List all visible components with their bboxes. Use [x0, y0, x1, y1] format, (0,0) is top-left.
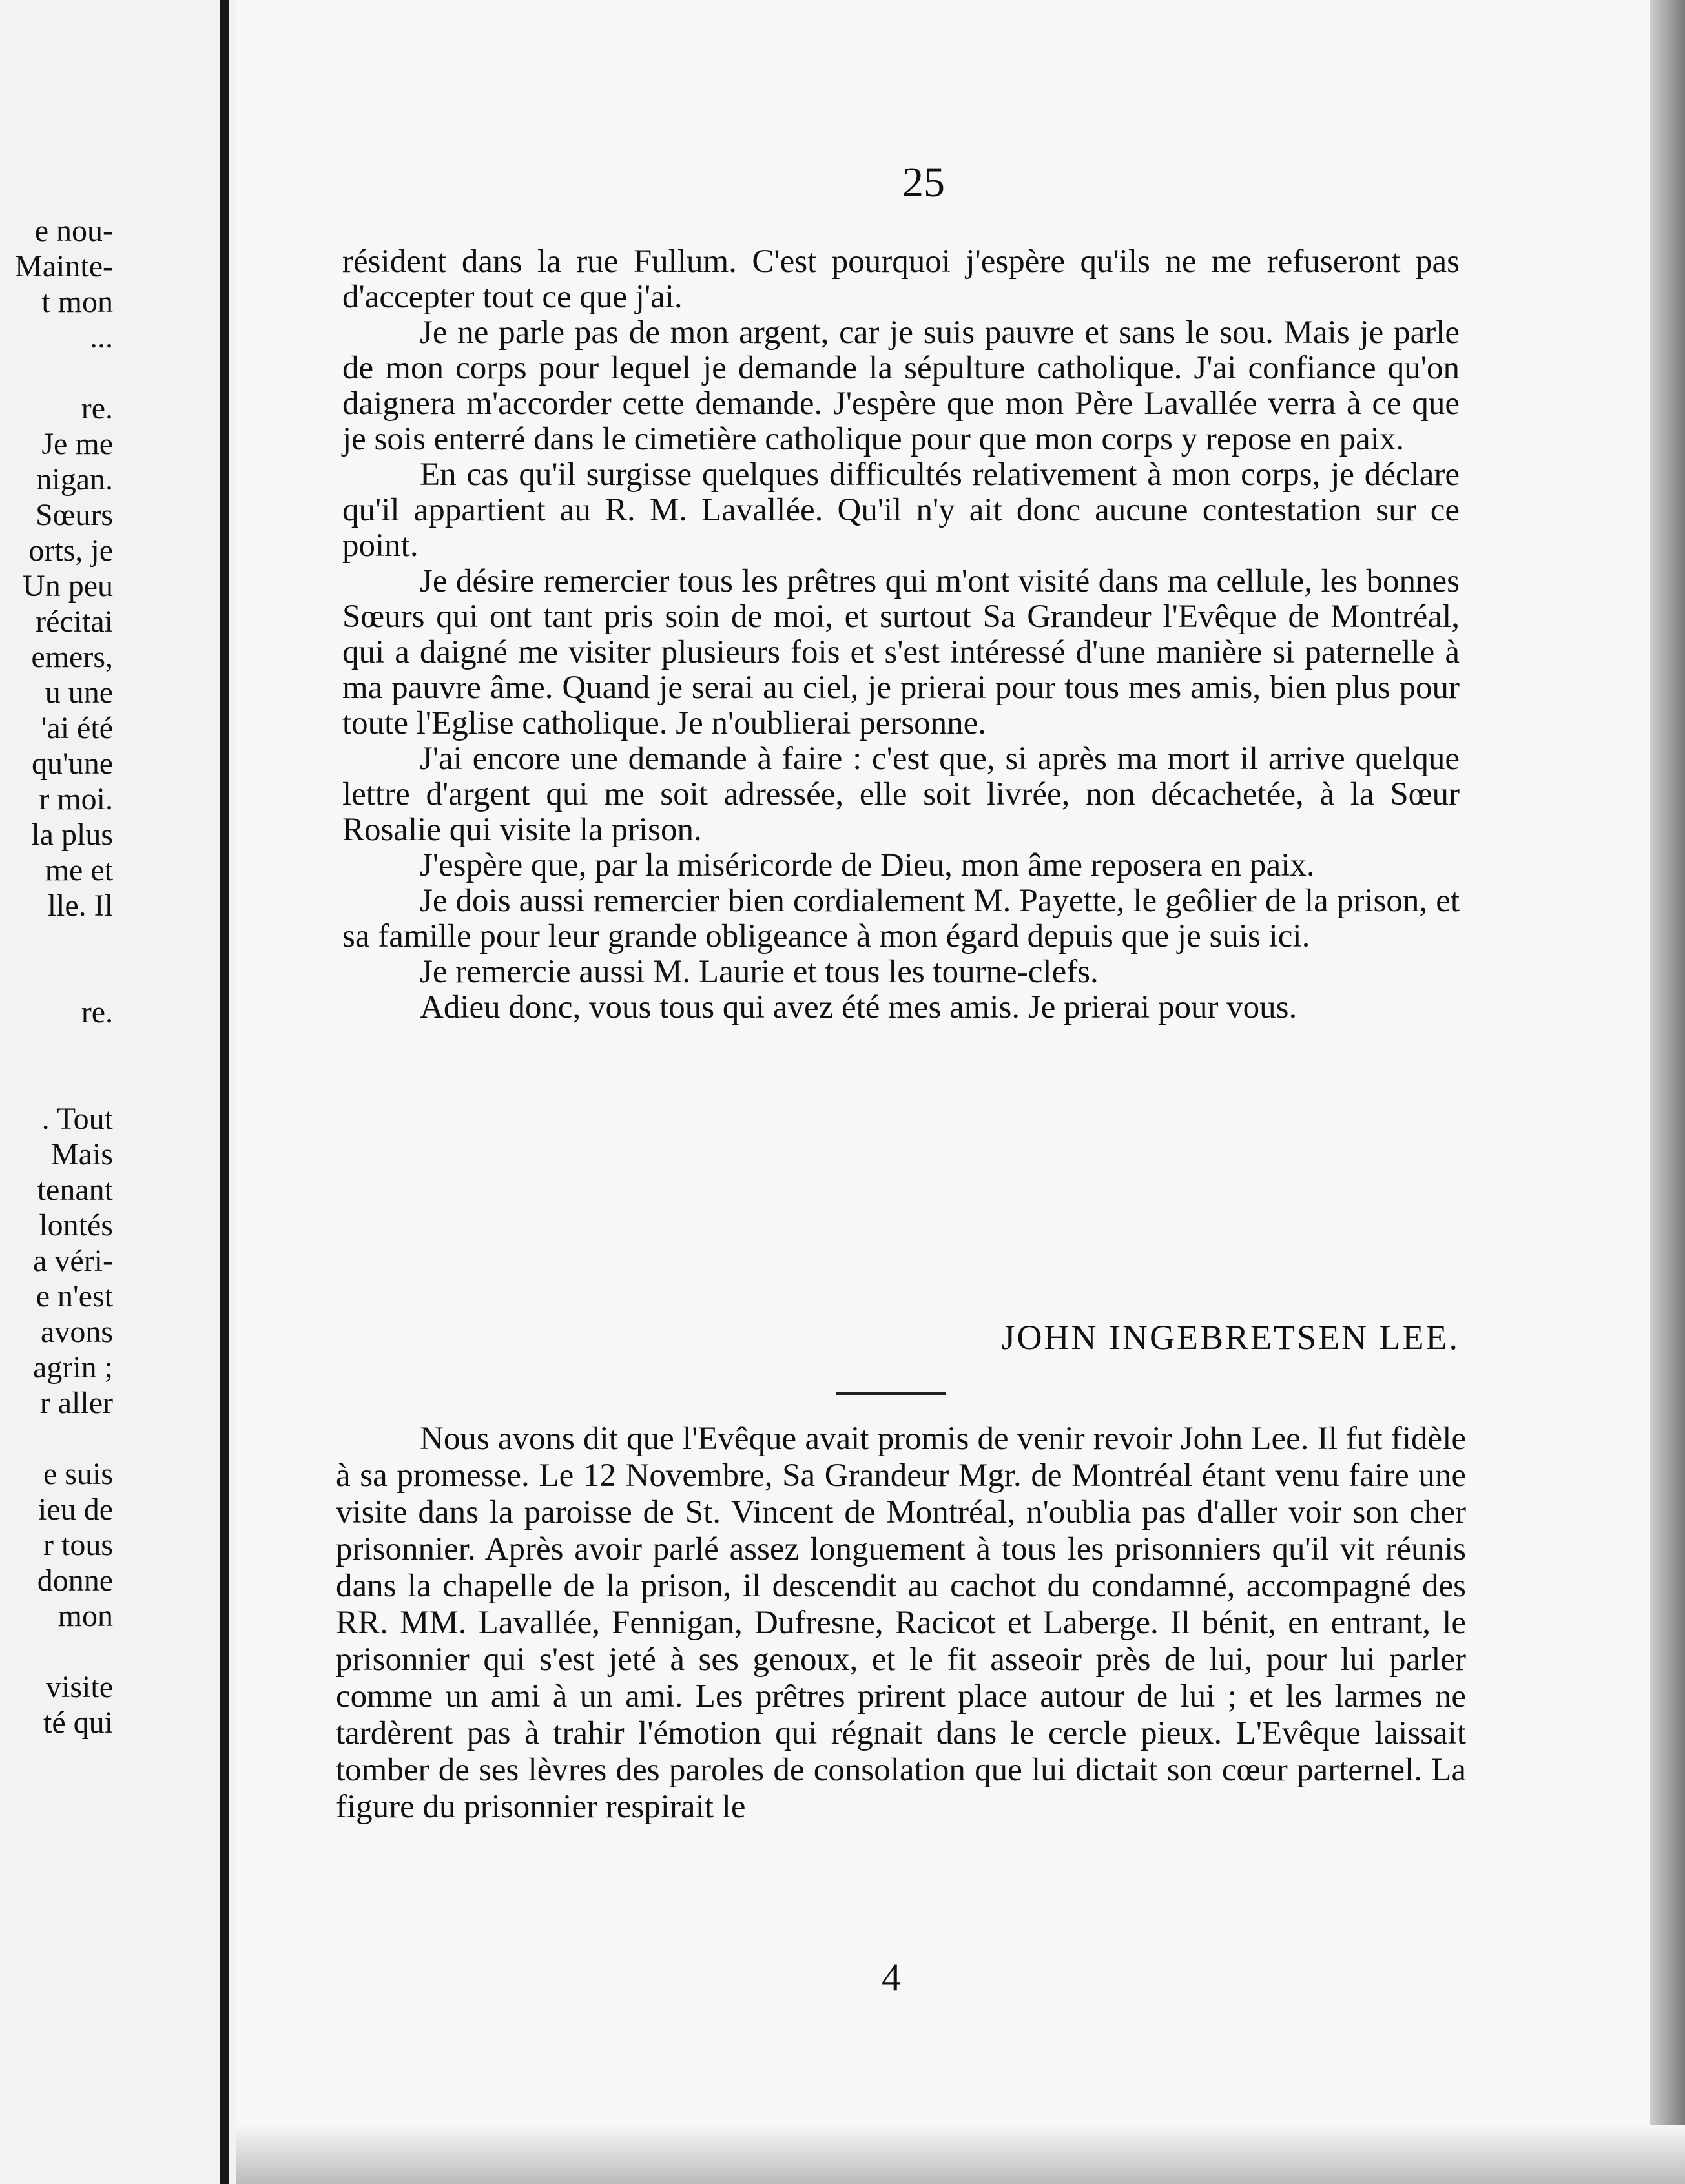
previous-page-line: ... [90, 320, 113, 355]
page-right-shadow [1650, 0, 1685, 2184]
paragraph: Je désire remercier tous les prêtres qui m'ont visité dans ma cellule, les bonnes Sœurs qui ont tant pris soin de moi, et surtout Sa Grandeur l'Evêque de Montréal, qui a daigné me visiter plusieurs fois et s'est intéressé d'une manière si paternelle à ma pauvre âme. Quand je serai au ciel, je prierai pour tous mes amis, bien plus pour toute l'Eglise catholique. Je n'oublierai personne. [342, 563, 1460, 741]
paragraph: Nous avons dit que l'Evêque avait promis de venir revoir John Lee. Il fut fidèle à sa promesse. Le 12 Novembre, Sa Grandeur Mgr. de Montréal étant venu faire une visite dans la paroisse de St. Vincent de Montréal, n'oublia pas d'aller voir son cher prisonnier. Après avoir parlé assez longuement à tous les prisonniers qu'il vit réunis dans la chapelle de la prison, il descendit au cachot du condamné, accompagné des RR. MM. Lavallée, Fennigan, Dufresne, Racicot et Laberge. Il bénit, en entrant, le prisonnier qui s'est jeté à ses genoux, et le fit asseoir près de lui, pour lui parler comme un ami à un ami. Les prêtres prirent place autour de lui ; et les larmes ne tardèrent pas à trahir l'émotion qui régnait dans le cercle pieux. L'Evêque laissait tomber de ses lèvres des paroles de consolation que lui dictait son cœur parternel. La figure du prisonnier respirait le [336, 1421, 1466, 1825]
previous-page-line: Mais [51, 1137, 113, 1171]
paragraph: Je dois aussi remercier bien cordialement M. Payette, le geôlier de la prison, et sa famille pour leur grande obligeance à mon égard depuis que je suis ici. [342, 883, 1460, 954]
previous-page-line: lontés [39, 1208, 113, 1242]
previous-page-line: 'ai été [41, 711, 113, 745]
previous-page-line [0, 1030, 113, 1066]
previous-page-line [0, 923, 113, 959]
previous-page-line: a véri- [33, 1244, 113, 1278]
letter-body [342, 244, 1460, 1025]
letter-signature: JOHN INGEBRETSEN LEE. [1001, 1318, 1460, 1357]
previous-page-line: e nou- [34, 214, 113, 248]
previous-page-edge [0, 0, 236, 2184]
previous-page-line: orts, je [28, 533, 113, 568]
previous-page-line: la plus [31, 818, 113, 852]
paragraph: Adieu donc, vous tous qui avez été mes amis. Je prierai pour vous. [420, 989, 1297, 1025]
previous-page-line: donne [37, 1563, 113, 1598]
paragraph: J'ai encore une demande à faire : c'est que, si après ma mort il arrive quelque lettre d'argent qui me soit adressée, elle soit livrée, non décachetée, à la Sœur Rosalie qui visite la prison. [342, 741, 1460, 848]
previous-page-line: nigan. [36, 462, 113, 497]
previous-page-line: re. [81, 391, 113, 426]
previous-page-line: r moi. [39, 782, 113, 816]
previous-page-line: Mainte- [15, 249, 113, 283]
previous-page-line: . Tout [41, 1102, 113, 1136]
section-divider [836, 1392, 946, 1395]
narrative-body [336, 1421, 1466, 1826]
previous-page-line: qu'une [32, 747, 113, 781]
previous-page-line: Je me [41, 427, 113, 461]
previous-page-line: r tous [43, 1528, 113, 1562]
page-binding-gutter [220, 0, 229, 2184]
previous-page-line: agrin ; [33, 1350, 113, 1385]
previous-page-line: re. [81, 995, 113, 1029]
previous-page-line [0, 1634, 113, 1669]
paragraph: Je remercie aussi M. Laurie et tous les tourne-clefs. [420, 954, 1099, 990]
paragraph: En cas qu'il surgisse quelques difficultés relativement à mon corps, je déclare qu'il appartient au R. M. Lavallée. Qu'il n'y ait donc aucune contestation sur ce point. [342, 457, 1460, 564]
previous-page-line [0, 355, 113, 391]
paragraph: résident dans la rue Fullum. C'est pourquoi j'espère qu'ils ne me refuseront pas d'accepter tout ce que j'ai. [342, 243, 1460, 315]
previous-page-line: Un peu [23, 569, 113, 603]
previous-page-line: tenant [37, 1173, 113, 1207]
previous-page-line: té qui [43, 1705, 113, 1740]
page-number: 25 [902, 159, 945, 206]
previous-page-text [0, 213, 113, 1740]
previous-page-line: e n'est [36, 1279, 113, 1313]
previous-page-line: Sœurs [35, 498, 113, 532]
printer-signature-mark: 4 [882, 1956, 901, 1999]
previous-page-line [0, 1066, 113, 1101]
previous-page-line: emers, [31, 640, 113, 674]
previous-page-line: mon [57, 1599, 113, 1633]
previous-page-line: ieu de [38, 1492, 113, 1527]
previous-page-line: récitai [36, 604, 113, 639]
previous-page-line: lle. Il [47, 889, 113, 923]
previous-page-line [0, 959, 113, 994]
previous-page-line: u une [45, 675, 113, 710]
previous-page-line: avons [41, 1315, 113, 1349]
paragraph: Je ne parle pas de mon argent, car je suis pauvre et sans le sou. Mais je parle de mon corps pour lequel je demande la sépulture catholique. J'ai confiance qu'on daignera m'accorder cette demande. J'espère que mon Père Lavallée verra à ce que je sois enterré dans le cimetière catholique pour que mon corps y repose en paix. [342, 314, 1460, 457]
page-bottom-shadow [236, 2125, 1685, 2184]
previous-page-line: me et [45, 853, 113, 887]
previous-page-line: e suis [43, 1457, 113, 1491]
previous-page-line: visite [46, 1670, 113, 1704]
previous-page-line: t mon [41, 285, 113, 319]
previous-page-line: r aller [39, 1386, 113, 1420]
paragraph: J'espère que, par la miséricorde de Dieu, mon âme reposera en paix. [420, 847, 1315, 883]
previous-page-line [0, 1421, 113, 1456]
